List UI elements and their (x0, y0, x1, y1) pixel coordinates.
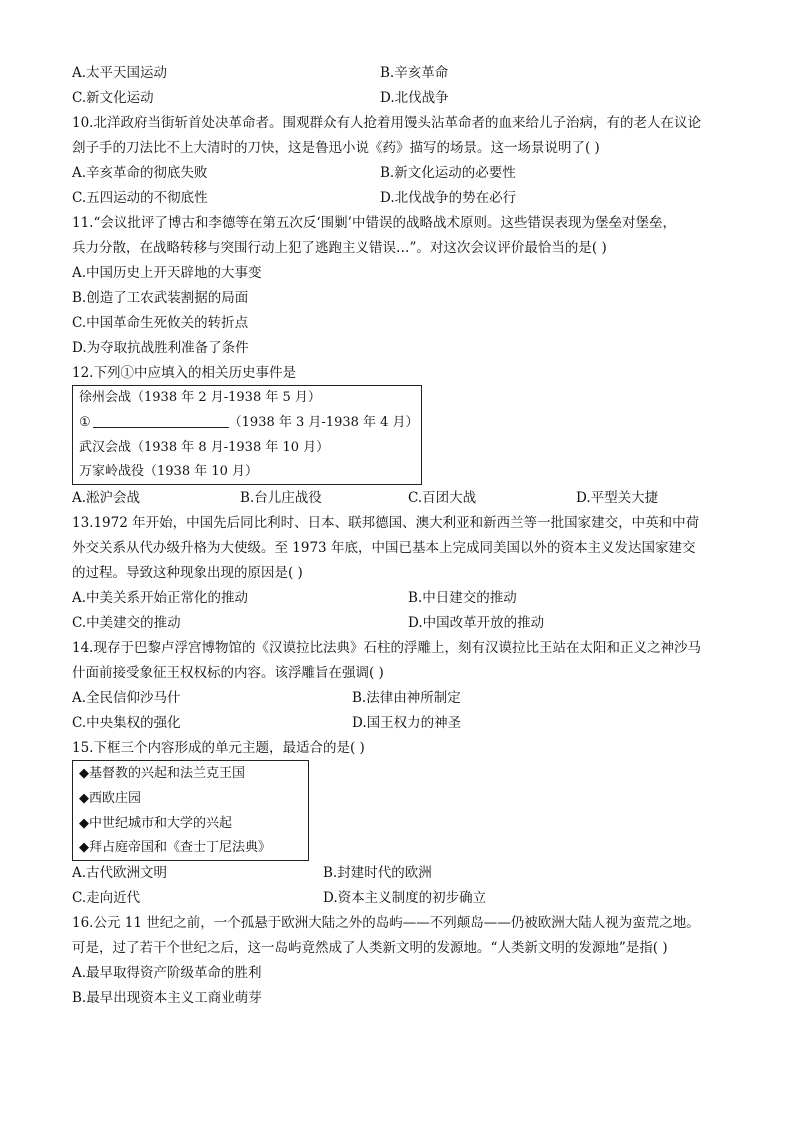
q12-box-line3: 武汉会战（1938 年 8 月-1938 年 10 月） (79, 440, 330, 455)
q10-option-a: A.辛亥革命的彻底失败 (72, 165, 208, 181)
q12-blank-marker: ① (79, 415, 91, 430)
q9-option-b: B.辛亥革命 (380, 65, 449, 81)
q10-stem-line1: 10.北洋政府当街斩首处决革命者。围观群众有人抢着用馒头沾革命者的血来给儿子治病，有的老人在议论 (72, 115, 701, 131)
q16-option-a: A.最早取得资产阶级革命的胜利 (72, 965, 262, 981)
q12-box-line1: 徐州会战（1938 年 2 月-1938 年 5 月） (79, 390, 321, 405)
q12-box-line4: 万家岭战役（1938 年 10 月） (79, 464, 259, 479)
q13-stem-line1: 13.1972 年开始，中国先后同比利时、日本、联邦德国、澳大利亚和新西兰等一批国家建交，中英和中荷 (72, 515, 700, 531)
q11-option-c: C.中国革命生死攸关的转折点 (72, 315, 249, 331)
q12-option-d: D.平型关大捷 (576, 490, 659, 506)
q12-event-box (72, 385, 422, 485)
q12-box-line2 (79, 414, 419, 432)
q12-option-a: A.淞沪会战 (72, 490, 141, 506)
q15-option-b: B.封建时代的欧洲 (323, 865, 432, 881)
q14-option-d: D.国王权力的神圣 (352, 715, 462, 731)
q15-topic-box (72, 760, 309, 861)
q15-box-line1: ◆基督教的兴起和法兰克王国 (79, 766, 245, 781)
q12-stem: 12.下列①中应填入的相关历史事件是 (72, 365, 296, 381)
q11-option-a: A.中国历史上开天辟地的大事变 (72, 265, 262, 281)
q9-option-d: D.北伐战争 (380, 90, 449, 106)
q13-option-a: A.中美关系开始正常化的推动 (72, 590, 249, 606)
q15-option-a: A.古代欧洲文明 (72, 865, 168, 881)
q13-option-d: D.中国改革开放的推动 (408, 615, 545, 631)
q12-fill-blank (93, 414, 229, 428)
q14-option-b: B.法律由神所制定 (352, 690, 461, 706)
q12-blank-date: （1938 年 3 月-1938 年 4 月） (228, 415, 419, 430)
q16-option-b: B.最早出现资本主义工商业萌芽 (72, 990, 262, 1006)
q10-stem-line2: 刽子手的刀法比不上大清时的刀快，这是鲁迅小说《药》描写的场景。这一场景说明了( ) (72, 140, 600, 156)
q12-option-c: C.百团大战 (408, 490, 477, 506)
q10-option-d: D.北伐战争的势在必行 (380, 190, 517, 206)
q15-box-line3: ◆中世纪城市和大学的兴起 (79, 816, 232, 831)
q13-stem-line3: 的过程。导致这种现象出现的原因是( ) (72, 565, 303, 581)
q15-option-d: D.资本主义制度的初步确立 (323, 890, 487, 906)
q15-box-line2: ◆西欧庄园 (79, 791, 141, 806)
q16-stem-line2: 可是，过了若干个世纪之后，这一岛屿竟然成了人类新文明的发源地。“人类新文明的发源地”是指( ) (72, 940, 668, 956)
q10-option-b: B.新文化运动的必要性 (380, 165, 516, 181)
q13-option-c: C.中美建交的推动 (72, 615, 181, 631)
q14-stem-line2: 什面前接受象征王权权标的内容。该浮雕旨在强调( ) (72, 665, 384, 681)
q11-stem-line1: 11.“会议批评了博古和李德等在第五次反‘围剿’中错误的战略战术原则。这些错误表现为堡垒对堡垒， (72, 215, 676, 231)
q10-option-c: C.五四运动的不彻底性 (72, 190, 208, 206)
q12-option-b: B.台儿庄战役 (240, 490, 322, 506)
q11-option-d: D.为夺取抗战胜利准备了条件 (72, 340, 249, 356)
q11-option-b: B.创造了工农武装割据的局面 (72, 290, 249, 306)
q14-option-c: C.中央集权的强化 (72, 715, 181, 731)
q14-option-a: A.全民信仰沙马什 (72, 690, 181, 706)
q16-stem-line1: 16.公元 11 世纪之前，一个孤悬于欧洲大陆之外的岛屿——不列颠岛——仍被欧洲大陆人视为蛮荒之地。 (72, 915, 700, 931)
q11-stem-line2: 兵力分散，在战略转移与突围行动上犯了逃跑主义错误…”。对这次会议评价最恰当的是( ) (72, 240, 607, 256)
q13-option-b: B.中日建交的推动 (408, 590, 517, 606)
q15-option-c: C.走向近代 (72, 890, 141, 906)
q9-option-c: C.新文化运动 (72, 90, 154, 106)
q14-stem-line1: 14.现存于巴黎卢浮宫博物馆的《汉谟拉比法典》石柱的浮雕上，刻有汉谟拉比王站在太阳和正义之神沙马 (72, 640, 701, 656)
q15-stem: 15.下框三个内容形成的单元主题，最适合的是( ) (72, 740, 365, 756)
q15-box-line4: ◆拜占庭帝国和《查士丁尼法典》 (79, 840, 271, 855)
q9-option-a: A.太平天国运动 (72, 65, 168, 81)
q13-stem-line2: 外交关系从代办级升格为大使级。至 1973 年底，中国已基本上完成同美国以外的资本主义发达国家建交 (72, 540, 696, 556)
